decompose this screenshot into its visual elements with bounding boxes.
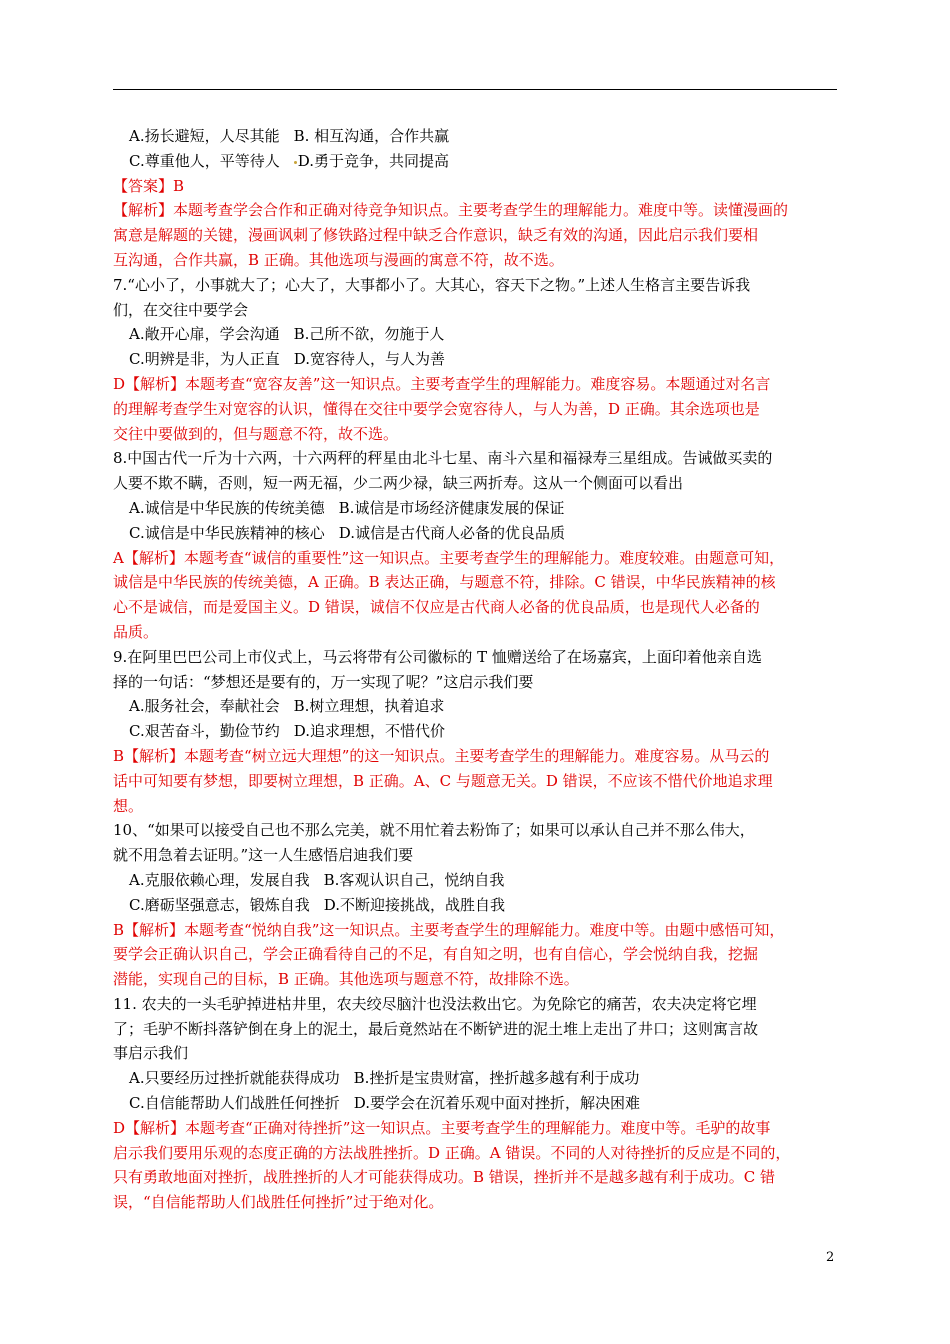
q9-option-c: C.艰苦奋斗，勤俭节约 <box>129 722 280 741</box>
q8-option-d: D.诚信是古代商人必备的优良品质 <box>338 523 565 542</box>
q10-stem-line-2: 就不用急着去证明。”这一人生感悟启迪我们要 <box>113 846 414 865</box>
q7-analysis-line-1: D【解析】本题考查“宽容友善”这一知识点。主要考查学生的理解能力。难度容易。本题通过对名言 <box>113 374 771 393</box>
q11-stem-line-2: 了；毛驴不断抖落铲倒在身上的泥土，最后竟然站在不断铲进的泥土堆上走出了井口；这则寓言故 <box>113 1019 759 1038</box>
page-number: 2 <box>826 1250 835 1265</box>
q9-option-d: D.追求理想，不惜代价 <box>293 722 445 741</box>
q8-options-row-1 <box>113 496 839 521</box>
q8-option-a: A.诚信是中华民族的传统美德 <box>129 498 325 517</box>
q6-option-b: B. 相互沟通，合作共赢 <box>293 127 450 145</box>
q7-option-a: A.敞开心扉，学会沟通 <box>129 325 280 344</box>
q10-option-b: B.客观认识自己，悦纳自我 <box>323 870 505 889</box>
q8-analysis-line-4: 品质。 <box>113 622 159 641</box>
q11-analysis-line-3: 只有勇敢地面对挫折，战胜挫折的人才可能获得成功。B 错误，挫折并不是越多越有利于成功。C 错 <box>113 1168 776 1187</box>
q10-option-c: C.磨砺坚强意志，锻炼自我 <box>129 895 310 914</box>
q9-stem-line-1: 9.在阿里巴巴公司上市仪式上，马云将带有公司徽标的 T 恤赠送给了在场嘉宾，上面印着他亲自选 <box>113 647 762 666</box>
q9-analysis-line-2: 话中可知要有梦想，即要树立理想，B 正确。A、C 与题意无关。D 错误，不应该不惜代价地追求理 <box>113 771 773 790</box>
q6-answer: 【答案】B <box>113 176 185 195</box>
q9-options-row-2 <box>113 719 839 744</box>
q10-stem-line-1: 10、“如果可以接受自己也不那么完美，就不用忙着去粉饰了；如果可以承认自己并不那么伟大， <box>113 821 755 840</box>
q7-option-c: C.明辨是非，为人正直 <box>129 350 280 369</box>
q9-option-a: A.服务社会，奉献社会 <box>129 697 280 716</box>
q8-analysis-line-2: 诚信是中华民族的传统美德，A 正确。B 表达正确，与题意不符，排除。C 错误，中华民族精神的核 <box>113 573 776 592</box>
q7-analysis-line-2: 的理解考查学生对宽容的认识，懂得在交往中要学会宽容待人，与人为善，D 正确。其余选项也是 <box>113 399 760 418</box>
q11-option-b: B.挫折是宝贵财富，挫折越多越有利于成功 <box>353 1069 640 1088</box>
q8-option-c: C.诚信是中华民族精神的核心 <box>129 523 325 542</box>
q8-options-row-2 <box>113 521 839 546</box>
q7-stem-line-1: 7.“心小了，小事就大了；心大了，大事都小了。大其心，容天下之物。”上述人生格言主要告诉我 <box>113 275 751 294</box>
q10-analysis-line-2: 要学会正确认识自己，学会正确看待自己的不足，有自知之明，也有自信心，学会悦纳自我，挖掘 <box>113 945 759 964</box>
q11-stem-line-3: 事启示我们 <box>113 1044 189 1063</box>
q9-analysis-line-1: B【解析】本题考查“树立远大理想”的这一知识点。主要考查学生的理解能力。难度容易。从马云的 <box>113 746 770 765</box>
document-body <box>113 124 839 1215</box>
q7-options-row-1 <box>113 322 839 347</box>
q10-options-row-1 <box>113 868 839 893</box>
q11-analysis-line-1: D【解析】本题考查“正确对待挫折”这一知识点。主要考查学生的理解能力。难度中等。毛驴的故事 <box>113 1118 771 1137</box>
q7-stem-line-2: 们，在交往中要学会 <box>113 300 249 319</box>
q9-stem-line-2: 择的一句话：“梦想还是要有的，万一实现了呢？”这启示我们要 <box>113 672 534 691</box>
q11-analysis-line-2: 启示我们要用乐观的态度正确的方法战胜挫折。D 正确。A 错误。不同的人对待挫折的反应是不同的， <box>113 1143 791 1162</box>
q6-analysis-line-3: 互沟通，合作共赢，B 正确。其他选项与漫画的寓意不符，故不选。 <box>113 250 564 269</box>
q6-option-d: D.勇于竞争，共同提高 <box>297 151 449 170</box>
stray-dot-mark <box>294 161 297 164</box>
q8-option-b: B.诚信是市场经济健康发展的保证 <box>338 498 565 517</box>
header-rule <box>113 89 837 90</box>
q6-option-c: C.尊重他人，平等待人 <box>129 151 280 170</box>
q8-stem-line-1: 8.中国古代一斤为十六两，十六两秤的秤星由北斗七星、南斗六星和福禄寿三星组成。告诫做买卖的 <box>113 449 773 468</box>
q8-analysis-line-1: A【解析】本题考查“诚信的重要性”这一知识点。主要考查学生的理解能力。难度较难。由题意可知， <box>113 548 785 567</box>
q11-option-d: D.要学会在沉着乐观中面对挫折，解决困难 <box>353 1094 640 1113</box>
q11-analysis-line-4: 误，“自信能帮助人们战胜任何挫折”过于绝对化。 <box>113 1193 444 1212</box>
q9-option-b: B.树立理想，执着追求 <box>293 697 445 716</box>
q8-stem-line-2: 人要不欺不瞒，否则，短一两无福，少二两少禄，缺三两折寿。这从一个侧面可以看出 <box>113 474 684 493</box>
q10-option-d: D.不断迎接挑战，战胜自我 <box>323 895 505 914</box>
q10-analysis-line-1: B【解析】本题考查“悦纳自我”这一知识点。主要考查学生的理解能力。难度中等。由题中感悟可知， <box>113 920 785 939</box>
q10-option-a: A.克服依赖心理，发展自我 <box>129 870 310 889</box>
q7-options-row-2 <box>113 347 839 372</box>
q11-options-row-2 <box>113 1091 839 1116</box>
q11-options-row-1 <box>113 1066 839 1091</box>
q11-option-c: C.自信能帮助人们战胜任何挫折 <box>129 1094 340 1113</box>
q6-options-row-2 <box>113 149 839 174</box>
q7-option-d: D.宽容待人，与人为善 <box>293 350 445 369</box>
q10-analysis-line-3: 潜能，实现自己的目标，B 正确。其他选项与题意不符，故排除不选。 <box>113 970 579 989</box>
q9-analysis-line-3: 想。 <box>113 796 144 815</box>
q6-option-a: A.扬长避短，人尽其能 <box>129 127 280 145</box>
q11-option-a: A.只要经历过挫折就能获得成功 <box>129 1069 340 1088</box>
q8-analysis-line-3: 心不是诚信，而是爱国主义。D 错误，诚信不仅应是古代商人必备的优良品质，也是现代人必备的 <box>113 598 760 617</box>
q10-options-row-2 <box>113 893 839 918</box>
q7-option-b: B.己所不欲，勿施于人 <box>293 325 445 344</box>
q6-analysis-line-2: 寓意是解题的关键，漫画讽刺了修铁路过程中缺乏合作意识，缺乏有效的沟通，因此启示我们要相 <box>113 226 759 245</box>
q9-options-row-1 <box>113 694 839 719</box>
q11-stem-line-1: 11. 农夫的一头毛驴掉进枯井里，农夫绞尽脑汁也没法救出它。为免除它的痛苦，农夫决定将它埋 <box>113 994 757 1013</box>
q7-analysis-line-3: 交往中要做到的，但与题意不符，故不选。 <box>113 424 399 443</box>
q6-options-row-1 <box>113 124 839 149</box>
q6-analysis-line-1: 【解析】本题考查学会合作和正确对待竞争知识点。主要考查学生的理解能力。难度中等。读懂漫画的 <box>113 201 789 220</box>
